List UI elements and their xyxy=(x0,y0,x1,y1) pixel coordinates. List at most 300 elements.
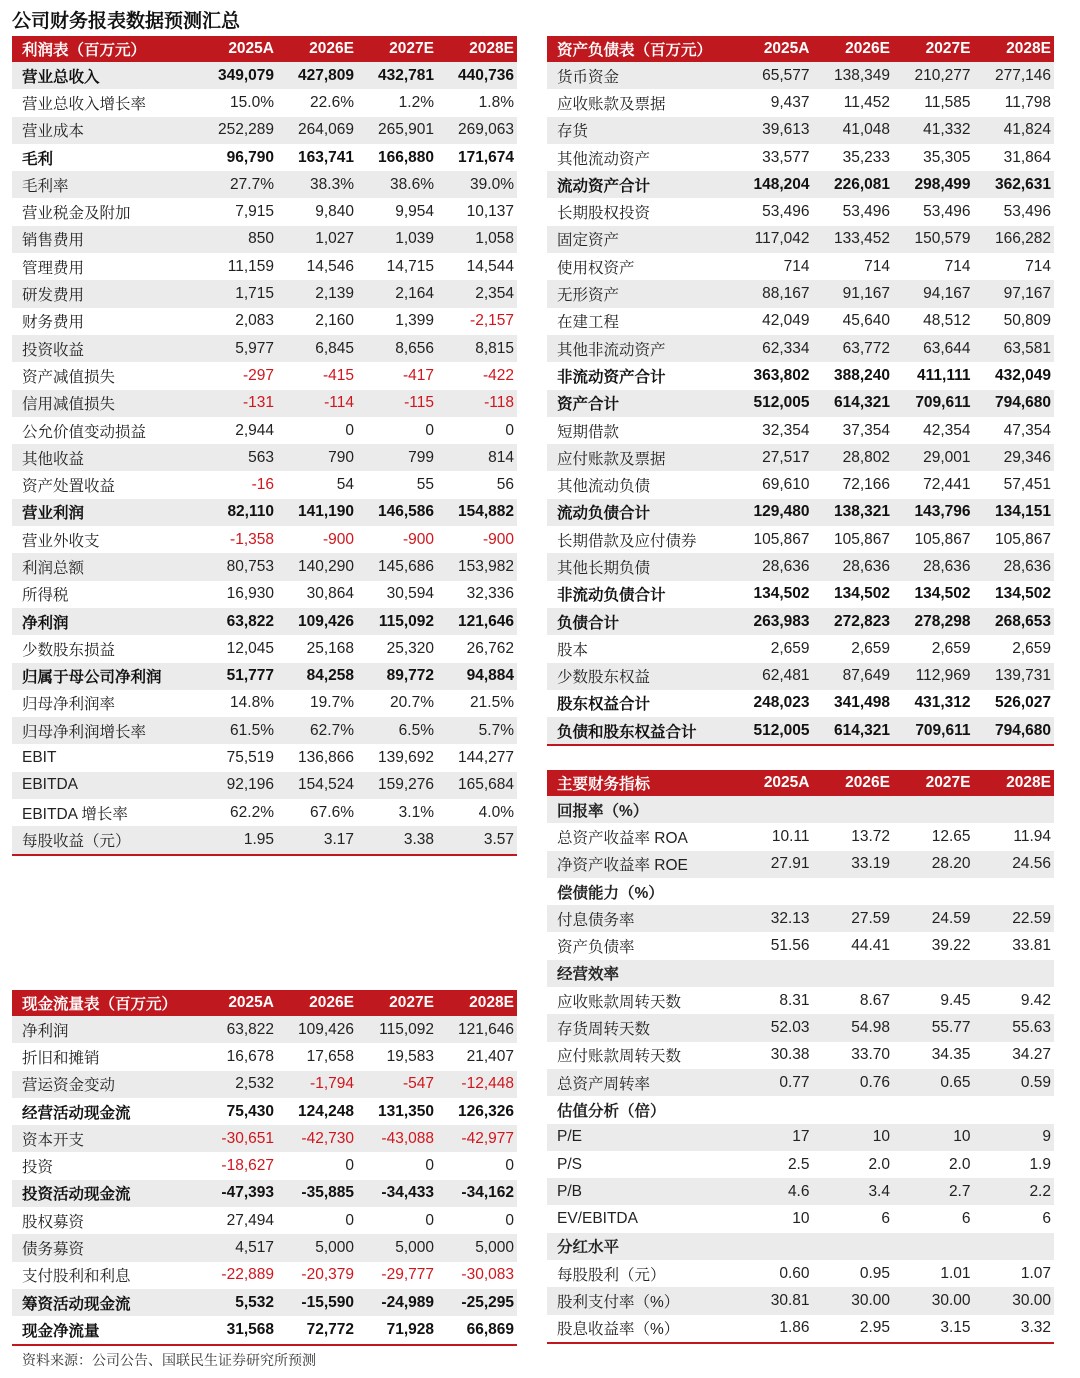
value-cell: 37,354 xyxy=(842,421,890,439)
value-cell: 2,139 xyxy=(277,280,357,307)
row-label: 流动资产合计 xyxy=(547,171,732,198)
table-row xyxy=(12,826,517,854)
value-cell: 11,585 xyxy=(924,93,971,111)
value-cell: 6,845 xyxy=(277,335,357,362)
value-cell: 6.5% xyxy=(357,717,437,744)
row-label: 支付股利和利息 xyxy=(22,1268,131,1286)
table-row xyxy=(547,987,1054,1014)
value-cell: 0 xyxy=(345,1211,354,1229)
value-cell: 84,258 xyxy=(277,663,357,690)
value-cell: -29,777 xyxy=(381,1266,434,1284)
table-row xyxy=(12,499,517,526)
value-cell: 32,336 xyxy=(466,585,514,603)
value-cell: 11,159 xyxy=(227,257,274,275)
value-cell: 1.01 xyxy=(940,1264,971,1282)
value-cell: 134,502 xyxy=(753,585,810,603)
value-cell: 16,930 xyxy=(226,585,274,603)
table-row xyxy=(12,608,517,635)
value-cell: 61.5% xyxy=(197,717,277,744)
value-cell: 62.7% xyxy=(277,717,357,744)
row-label: 流动负债合计 xyxy=(547,499,732,526)
value-cell: 790 xyxy=(277,444,357,471)
value-cell: 1.8% xyxy=(478,93,514,111)
year-header: 2026E xyxy=(813,36,894,62)
value-cell: 48,512 xyxy=(923,312,971,330)
source-note: 资料来源：公司公告、国联民生证券研究所预测 xyxy=(22,1352,316,1368)
value-cell: 10.11 xyxy=(771,827,810,845)
value-cell: 35,233 xyxy=(842,148,890,166)
table-row xyxy=(12,89,517,116)
row-label: 资产负债率 xyxy=(557,939,635,957)
value-cell: 21.5% xyxy=(470,694,514,712)
row-label: 负债和股东权益合计 xyxy=(547,717,732,745)
row-label: 销售费用 xyxy=(12,226,197,253)
table-row xyxy=(12,1207,517,1234)
table-row xyxy=(547,581,1054,608)
value-cell xyxy=(974,1233,1055,1260)
value-cell: 25,168 xyxy=(306,639,354,657)
value-cell xyxy=(813,796,894,823)
value-cell: 411,111 xyxy=(917,366,971,384)
value-cell: -30,083 xyxy=(461,1266,514,1284)
value-cell: -900 xyxy=(322,530,354,548)
value-cell: 440,736 xyxy=(437,62,517,89)
value-cell: 30.00 xyxy=(813,1287,894,1314)
value-cell xyxy=(813,1096,894,1123)
value-cell: 89,772 xyxy=(357,663,437,690)
value-cell: 0.59 xyxy=(974,1069,1055,1096)
row-label: 短期借款 xyxy=(557,423,620,441)
value-cell: 11,452 xyxy=(843,93,890,111)
value-cell: 3.38 xyxy=(357,826,437,854)
row-label: 股息收益率（%） xyxy=(547,1315,732,1343)
table-row xyxy=(12,663,517,690)
row-label: 付息债务率 xyxy=(547,905,732,932)
row-label: 应收账款及票据 xyxy=(557,95,666,113)
value-cell: 5,000 xyxy=(277,1234,357,1261)
row-label: P/B xyxy=(547,1178,732,1205)
table-row xyxy=(12,390,517,417)
value-cell: 427,809 xyxy=(277,62,357,89)
value-cell: 31,864 xyxy=(1003,148,1051,166)
value-cell: 5,000 xyxy=(357,1234,437,1261)
table-row xyxy=(547,499,1054,526)
row-label: 每股收益（元） xyxy=(12,826,197,854)
header-row xyxy=(12,36,517,62)
table-row xyxy=(12,1316,517,1344)
value-cell: 134,502 xyxy=(994,585,1051,603)
value-cell: 121,646 xyxy=(437,608,517,635)
value-cell: 34.35 xyxy=(931,1046,971,1064)
table-row xyxy=(547,1205,1054,1232)
value-cell: 26,762 xyxy=(466,639,514,657)
value-cell: 75,519 xyxy=(226,749,274,767)
value-cell: 3.15 xyxy=(893,1315,974,1343)
value-cell: 63,581 xyxy=(974,335,1055,362)
value-cell: 96,790 xyxy=(226,148,274,166)
table-row xyxy=(547,635,1054,662)
table-row xyxy=(12,144,517,171)
value-cell: 1.86 xyxy=(732,1315,813,1343)
table-row xyxy=(547,905,1054,932)
value-cell: -131 xyxy=(197,390,277,417)
value-cell: 62,481 xyxy=(732,663,813,690)
year-header: 2027E xyxy=(357,36,437,62)
value-cell: 105,867 xyxy=(994,530,1051,548)
row-label: 无形资产 xyxy=(547,280,732,307)
value-cell: 8.67 xyxy=(859,991,890,1009)
value-cell: 814 xyxy=(437,444,517,471)
row-label: 归属于母公司净利润 xyxy=(12,663,197,690)
value-cell: 39,613 xyxy=(732,117,813,144)
value-cell: 62,334 xyxy=(732,335,813,362)
row-label: 长期借款及应付债券 xyxy=(557,532,697,550)
value-cell: 30.00 xyxy=(974,1287,1055,1314)
row-label: 存货周转天数 xyxy=(547,1014,732,1041)
value-cell: 41,824 xyxy=(974,117,1055,144)
value-cell: -25,295 xyxy=(437,1289,517,1316)
value-cell: 15.0% xyxy=(230,93,274,111)
value-cell: -42,730 xyxy=(277,1125,357,1152)
row-label: 股利支付率（%） xyxy=(547,1287,732,1314)
row-label: 少数股东权益 xyxy=(547,663,732,690)
value-cell: 0 xyxy=(425,421,434,439)
value-cell: 44.41 xyxy=(851,937,890,955)
value-cell: 109,426 xyxy=(277,608,357,635)
row-label: 非流动资产合计 xyxy=(557,368,666,386)
value-cell: 88,167 xyxy=(732,280,813,307)
value-cell xyxy=(893,960,974,987)
row-label: P/S xyxy=(557,1155,582,1173)
value-cell: 55.77 xyxy=(893,1014,974,1041)
row-label: 信用减值损失 xyxy=(12,390,197,417)
row-label: 资本开支 xyxy=(12,1125,197,1152)
table-row xyxy=(12,581,517,608)
value-cell: 30,594 xyxy=(386,585,434,603)
value-cell: 714 xyxy=(864,257,890,275)
value-cell: 45,640 xyxy=(842,312,890,330)
table-row xyxy=(12,1043,517,1070)
value-cell xyxy=(893,1233,974,1260)
value-cell: 341,498 xyxy=(833,694,890,712)
table-row xyxy=(547,823,1054,850)
value-cell: 512,005 xyxy=(732,390,813,417)
value-cell: 1.9 xyxy=(1029,1155,1051,1173)
value-cell: 27.91 xyxy=(732,851,813,878)
value-cell: -415 xyxy=(322,366,354,384)
value-cell: -900 xyxy=(482,530,514,548)
value-cell: 8,656 xyxy=(357,335,437,362)
value-cell: 144,277 xyxy=(457,749,514,767)
row-label: 营业税金及附加 xyxy=(22,205,131,223)
table-row xyxy=(547,1233,1054,1260)
value-cell: 3.17 xyxy=(277,826,357,854)
value-cell: 145,686 xyxy=(357,553,437,580)
value-cell: 39.22 xyxy=(931,937,971,955)
row-label: 营业外收支 xyxy=(22,532,100,550)
value-cell: 22.59 xyxy=(974,905,1055,932)
row-label: 投资收益 xyxy=(12,335,197,362)
row-label: 折旧和摊销 xyxy=(22,1049,100,1067)
value-cell: 126,326 xyxy=(457,1102,514,1120)
value-cell xyxy=(732,1096,813,1123)
value-cell: 35,305 xyxy=(923,148,971,166)
year-header: 2025A xyxy=(197,990,277,1016)
row-label: EBITDA xyxy=(12,772,197,799)
value-cell: 27,517 xyxy=(732,444,813,471)
value-cell: 52.03 xyxy=(732,1014,813,1041)
value-cell: 12.65 xyxy=(931,827,971,845)
value-cell: 72,441 xyxy=(923,476,971,494)
value-cell: 2,164 xyxy=(357,280,437,307)
value-cell: -20,379 xyxy=(301,1266,354,1284)
key-ratios-table xyxy=(547,770,1054,1344)
table-row xyxy=(12,526,517,553)
value-cell: 14,544 xyxy=(466,257,514,275)
value-cell: 27.59 xyxy=(813,905,894,932)
value-cell: 9,954 xyxy=(395,203,434,221)
value-cell: 1.07 xyxy=(1020,1264,1051,1282)
table-row xyxy=(547,663,1054,690)
year-header: 2028E xyxy=(974,36,1055,62)
value-cell: 0.60 xyxy=(779,1264,810,1282)
table-row xyxy=(12,1016,517,1043)
year-header: 2025A xyxy=(732,770,813,796)
value-cell: 563 xyxy=(197,444,277,471)
value-cell: 9,437 xyxy=(770,93,810,111)
value-cell: 226,081 xyxy=(813,171,894,198)
value-cell: 91,167 xyxy=(813,280,894,307)
value-cell: 10,137 xyxy=(466,203,514,221)
value-cell: -15,590 xyxy=(277,1289,357,1316)
table-row xyxy=(547,960,1054,987)
row-label: 净资产收益率 ROE xyxy=(547,851,732,878)
value-cell: 55.63 xyxy=(974,1014,1055,1041)
table-row xyxy=(12,1289,517,1316)
value-cell: 28,636 xyxy=(732,553,813,580)
year-header: 2026E xyxy=(277,990,357,1016)
value-cell: 9.42 xyxy=(1020,991,1051,1009)
value-cell: 3.1% xyxy=(398,803,434,821)
value-cell: 38.6% xyxy=(357,171,437,198)
value-cell: 20.7% xyxy=(390,694,434,712)
row-label: 应付账款及票据 xyxy=(547,444,732,471)
value-cell: 709,611 xyxy=(893,390,974,417)
value-cell: 0.77 xyxy=(732,1069,813,1096)
value-cell: 2,659 xyxy=(931,639,971,657)
value-cell: 139,731 xyxy=(974,663,1055,690)
table-row xyxy=(547,1014,1054,1041)
value-cell: 94,167 xyxy=(893,280,974,307)
row-label: 非流动负债合计 xyxy=(557,587,666,605)
table-row xyxy=(547,144,1054,171)
table-row xyxy=(547,526,1054,553)
value-cell: -422 xyxy=(482,366,514,384)
table-row xyxy=(12,1071,517,1098)
value-cell: 6 xyxy=(1042,1210,1051,1228)
table-row xyxy=(12,280,517,307)
value-cell: 39.0% xyxy=(437,171,517,198)
value-cell: 87,649 xyxy=(813,663,894,690)
value-cell: 154,882 xyxy=(437,499,517,526)
table-title: 资产负债表（百万元） xyxy=(547,36,732,62)
row-label: 应收账款周转天数 xyxy=(557,993,682,1011)
row-label: 归母净利润增长率 xyxy=(12,717,197,744)
year-header: 2026E xyxy=(813,770,894,796)
table-row xyxy=(12,1098,517,1125)
value-cell: 63,772 xyxy=(813,335,894,362)
row-label: 营业利润 xyxy=(12,499,197,526)
row-label: 少数股东损益 xyxy=(22,641,116,659)
value-cell xyxy=(813,1233,894,1260)
value-cell xyxy=(813,878,894,905)
value-cell: 2.95 xyxy=(813,1315,894,1343)
row-label: 其他流动负债 xyxy=(557,478,651,496)
value-cell: 29,346 xyxy=(974,444,1055,471)
value-cell: 2,659 xyxy=(851,639,890,657)
value-cell: 614,321 xyxy=(813,390,894,417)
value-cell: -22,889 xyxy=(221,1266,274,1284)
table-row xyxy=(12,1234,517,1261)
value-cell: 72,772 xyxy=(277,1316,357,1344)
page-title: 公司财务报表数据预测汇总 xyxy=(12,11,241,32)
value-cell: 9.45 xyxy=(940,991,971,1009)
value-cell: 709,611 xyxy=(893,717,974,745)
value-cell: 21,407 xyxy=(466,1047,514,1065)
row-label: 净利润 xyxy=(12,608,197,635)
value-cell: -35,885 xyxy=(277,1180,357,1207)
header-row xyxy=(547,36,1054,62)
value-cell: 171,674 xyxy=(457,148,514,166)
value-cell: 30.81 xyxy=(732,1287,813,1314)
value-cell: 121,646 xyxy=(437,1016,517,1043)
row-label: 毛利 xyxy=(22,150,54,168)
table-row xyxy=(12,635,517,662)
table-row xyxy=(547,690,1054,717)
value-cell: 10 xyxy=(813,1124,894,1151)
value-cell: 2,083 xyxy=(235,312,274,330)
row-label: 营业总收入 xyxy=(12,62,197,89)
row-label: 股本 xyxy=(557,641,589,659)
value-cell: 2,160 xyxy=(315,312,354,330)
value-cell: 115,092 xyxy=(357,1016,437,1043)
value-cell: 67.6% xyxy=(310,803,354,821)
value-cell: 72,166 xyxy=(842,476,890,494)
value-cell: 22.6% xyxy=(310,93,354,111)
value-cell: 210,277 xyxy=(893,62,974,89)
value-cell: 850 xyxy=(197,226,277,253)
year-header: 2027E xyxy=(893,36,974,62)
row-label: 现金净流量 xyxy=(12,1316,197,1344)
value-cell: 133,452 xyxy=(813,226,894,253)
value-cell: 159,276 xyxy=(357,772,437,799)
table-row xyxy=(547,171,1054,198)
value-cell: 82,110 xyxy=(197,499,277,526)
value-cell: 5,977 xyxy=(197,335,277,362)
table-row xyxy=(12,772,517,799)
value-cell: 2,354 xyxy=(437,280,517,307)
value-cell: 4.6 xyxy=(732,1178,813,1205)
value-cell: 134,502 xyxy=(833,585,890,603)
row-label: EBITDA 增长率 xyxy=(22,805,128,823)
value-cell: 6 xyxy=(881,1210,890,1228)
value-cell: 54.98 xyxy=(813,1014,894,1041)
table-row xyxy=(547,198,1054,225)
table-row xyxy=(12,253,517,280)
value-cell: 5,532 xyxy=(197,1289,277,1316)
value-cell: 17 xyxy=(732,1124,813,1151)
value-cell: 42,049 xyxy=(762,312,810,330)
value-cell: -547 xyxy=(357,1071,437,1098)
row-label: 营运资金变动 xyxy=(12,1071,197,1098)
table-row xyxy=(547,1096,1054,1123)
value-cell: 19,583 xyxy=(386,1047,434,1065)
table-row xyxy=(12,799,517,826)
value-cell: 66,869 xyxy=(437,1316,517,1344)
row-label: P/E xyxy=(547,1124,732,1151)
value-cell: 1.95 xyxy=(197,826,277,854)
row-label: 估值分析（倍） xyxy=(557,1102,666,1120)
value-cell: 136,866 xyxy=(297,749,354,767)
value-cell: 65,577 xyxy=(732,62,813,89)
value-cell: 80,753 xyxy=(197,553,277,580)
value-cell xyxy=(893,1096,974,1123)
value-cell xyxy=(893,796,974,823)
value-cell: 105,867 xyxy=(833,530,890,548)
value-cell: 0 xyxy=(345,1157,354,1175)
value-cell: 30.00 xyxy=(893,1287,974,1314)
row-label: 投资 xyxy=(22,1159,54,1177)
row-label: 长期股权投资 xyxy=(557,205,651,223)
table-row xyxy=(12,62,517,89)
value-cell xyxy=(974,1096,1055,1123)
row-label: 管理费用 xyxy=(22,259,85,277)
table-row xyxy=(12,1180,517,1207)
value-cell: -43,088 xyxy=(357,1125,437,1152)
value-cell: 12,045 xyxy=(226,639,274,657)
row-label: 其他长期负债 xyxy=(547,553,732,580)
value-cell: 28,636 xyxy=(974,553,1055,580)
row-label: 回报率（%） xyxy=(547,796,732,823)
value-cell: 248,023 xyxy=(753,694,810,712)
row-label: 净利润 xyxy=(12,1016,197,1043)
value-cell: 33.81 xyxy=(1012,937,1051,955)
value-cell: 19.7% xyxy=(310,694,354,712)
value-cell: 97,167 xyxy=(974,280,1055,307)
value-cell: 526,027 xyxy=(994,694,1051,712)
value-cell: 0 xyxy=(505,1157,514,1175)
value-cell: 25,320 xyxy=(386,639,434,657)
value-cell: 42,354 xyxy=(923,421,971,439)
value-cell: -114 xyxy=(277,390,357,417)
table-row xyxy=(547,1315,1054,1343)
row-label: 公允价值变动损益 xyxy=(22,423,147,441)
row-label: 财务费用 xyxy=(22,314,85,332)
year-header: 2028E xyxy=(437,36,517,62)
table-row xyxy=(12,744,517,771)
value-cell: 30.38 xyxy=(770,1046,810,1064)
row-label: 总资产周转率 xyxy=(547,1069,732,1096)
table-row xyxy=(12,171,517,198)
value-cell: -34,162 xyxy=(437,1180,517,1207)
table-row xyxy=(12,117,517,144)
table-row xyxy=(547,1178,1054,1205)
value-cell: -297 xyxy=(242,366,274,384)
value-cell: 265,901 xyxy=(357,117,437,144)
value-cell: -24,989 xyxy=(357,1289,437,1316)
value-cell: 714 xyxy=(944,257,971,275)
value-cell: 2,659 xyxy=(770,639,810,657)
